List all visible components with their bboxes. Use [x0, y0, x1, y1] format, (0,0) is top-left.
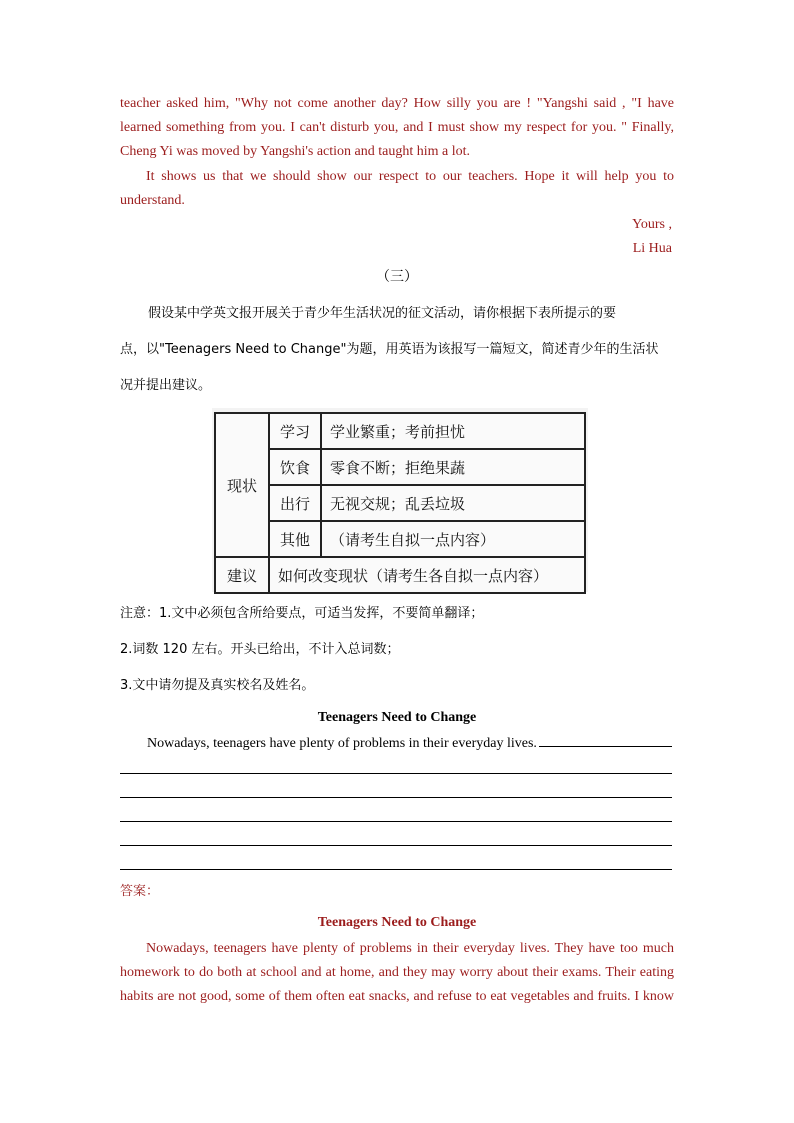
note-1: 注意：1.文中必须包含所给要点，可适当发挥，不要简单翻译； — [120, 606, 484, 621]
table-content: 零食不断；拒绝果蔬 — [321, 449, 585, 485]
requirements-table — [214, 412, 586, 594]
answer-line-3: habits are not good, some of them often eat snacks, and refuse to eat vegetables and fruits. I know — [120, 989, 674, 1004]
prompt-line-2: 点，以"Teenagers Need to Change"为题，用英语为该报写一篇短文，简述青少年的生活状 — [120, 342, 659, 357]
answer-line[interactable] — [120, 869, 672, 870]
prompt-line-1: 假设某中学英文报开展关于青少年生活状况的征文活动，请你根据下表所提示的要 — [148, 306, 617, 321]
prompt-line-3: 况并提出建议。 — [120, 378, 212, 393]
answer-title: Teenagers Need to Change — [317, 915, 477, 930]
table-content: （请考生自拟一点内容） — [321, 521, 585, 557]
requirements-table-image — [212, 408, 588, 592]
letter-para2-line-1: It shows us that we should show our respect to our teachers. Hope it will help you to — [146, 169, 674, 184]
table-category: 饮食 — [269, 449, 321, 485]
letter-line-1: teacher asked him, "Why not come another day? How silly you are ! "Yangshi said , "I have — [120, 96, 674, 111]
answer-line[interactable] — [120, 797, 672, 798]
writing-title: Teenagers Need to Change — [317, 710, 477, 725]
writing-opening: Nowadays, teenagers have plenty of problems in their everyday lives. — [147, 736, 537, 751]
answer-line[interactable] — [120, 845, 672, 846]
table-category: 出行 — [269, 485, 321, 521]
answer-line[interactable] — [120, 821, 672, 822]
table-category: 学习 — [269, 413, 321, 449]
writing-opening-line — [147, 732, 677, 756]
table-content: 学业繁重；考前担忧 — [321, 413, 585, 449]
answer-line[interactable] — [120, 773, 672, 774]
table-group-label: 现状 — [215, 413, 269, 557]
letter-closing: Yours , — [632, 217, 672, 232]
table-category: 其他 — [269, 521, 321, 557]
table-suggestion-content: 如何改变现状（请考生各自拟一点内容） — [269, 557, 585, 593]
letter-para2-line-2: understand. — [120, 193, 185, 208]
letter-line-2: learned something from you. I can't disturb you, and I must show my respect for you. " Finally, — [120, 120, 674, 135]
answer-label: 答案： — [120, 884, 160, 899]
letter-signature: Li Hua — [632, 241, 672, 256]
answer-line-1: Nowadays, teenagers have plenty of problems in their everyday lives. They have too much — [146, 941, 674, 956]
table-content: 无视交规；乱丢垃圾 — [321, 485, 585, 521]
letter-line-3: Cheng Yi was moved by Yangshi's action and taught him a lot. — [120, 144, 471, 159]
section-number: （三） — [376, 269, 418, 285]
answer-blank[interactable] — [539, 732, 672, 747]
note-3: 3.文中请勿提及真实校名及姓名。 — [120, 678, 315, 693]
table-suggestion-label: 建议 — [215, 557, 269, 593]
note-2: 2.词数 120 左右。开头已给出，不计入总词数； — [120, 642, 400, 657]
answer-line-2: homework to do both at school and at home, and they may worry about their exams. Their eating — [120, 965, 674, 980]
